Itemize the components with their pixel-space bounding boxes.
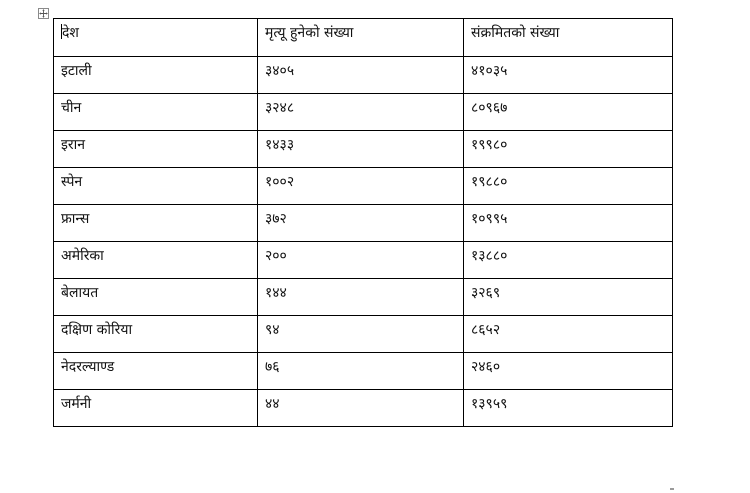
cell-infected[interactable]: ३२६९ bbox=[464, 279, 673, 316]
header-infected-label: संक्रमितको संख्या bbox=[471, 25, 560, 41]
move-arrows-icon bbox=[39, 9, 48, 18]
header-country-label: देश bbox=[62, 25, 79, 41]
table-row bbox=[54, 57, 673, 94]
table-row bbox=[54, 242, 673, 279]
table-row bbox=[54, 94, 673, 131]
table-row bbox=[54, 353, 673, 390]
table-row bbox=[54, 205, 673, 242]
header-deaths-label: मृत्यू हुनेको संख्या bbox=[265, 25, 354, 41]
cell-deaths[interactable]: ४४ bbox=[258, 390, 464, 427]
cell-deaths[interactable]: १००२ bbox=[258, 168, 464, 205]
header-cell-deaths[interactable] bbox=[258, 19, 464, 57]
table-row bbox=[54, 168, 673, 205]
cell-deaths[interactable]: ३२४८ bbox=[258, 94, 464, 131]
table-row bbox=[54, 390, 673, 427]
cell-country[interactable]: नेदरल्याण्ड bbox=[54, 353, 258, 390]
cell-infected[interactable]: १३९५९ bbox=[464, 390, 673, 427]
cell-country[interactable]: जर्मनी bbox=[54, 390, 258, 427]
cell-country[interactable]: इटाली bbox=[54, 57, 258, 94]
header-cell-infected[interactable] bbox=[464, 19, 673, 57]
cell-country[interactable]: फ्रान्स bbox=[54, 205, 258, 242]
cell-country[interactable]: चीन bbox=[54, 94, 258, 131]
header-cell-country[interactable] bbox=[54, 19, 258, 57]
cell-country[interactable]: इरान bbox=[54, 131, 258, 168]
table-row bbox=[54, 279, 673, 316]
cell-deaths[interactable]: १४३३ bbox=[258, 131, 464, 168]
cell-country[interactable]: बेलायत bbox=[54, 279, 258, 316]
table-move-handle-icon[interactable] bbox=[38, 8, 49, 19]
table-row bbox=[54, 316, 673, 353]
cell-infected[interactable]: १९८८० bbox=[464, 168, 673, 205]
cell-infected[interactable]: १०९९५ bbox=[464, 205, 673, 242]
cell-infected[interactable]: ८६५२ bbox=[464, 316, 673, 353]
cell-infected[interactable]: ४१०३५ bbox=[464, 57, 673, 94]
cell-country[interactable]: स्पेन bbox=[54, 168, 258, 205]
cell-deaths[interactable]: ३७२ bbox=[258, 205, 464, 242]
table-row bbox=[54, 131, 673, 168]
table-resize-handle[interactable] bbox=[670, 488, 674, 490]
cell-country[interactable]: अमेरिका bbox=[54, 242, 258, 279]
table-header-row bbox=[54, 19, 673, 57]
cell-infected[interactable]: २४६० bbox=[464, 353, 673, 390]
covid-statistics-table bbox=[53, 18, 673, 427]
cell-deaths[interactable]: १४४ bbox=[258, 279, 464, 316]
cell-infected[interactable]: १३८८० bbox=[464, 242, 673, 279]
cell-infected[interactable]: १९९८० bbox=[464, 131, 673, 168]
cell-country[interactable]: दक्षिण कोरिया bbox=[54, 316, 258, 353]
cell-deaths[interactable]: ७६ bbox=[258, 353, 464, 390]
cell-deaths[interactable]: ९४ bbox=[258, 316, 464, 353]
cell-deaths[interactable]: ३४०५ bbox=[258, 57, 464, 94]
cell-infected[interactable]: ८०९६७ bbox=[464, 94, 673, 131]
cell-deaths[interactable]: २०० bbox=[258, 242, 464, 279]
